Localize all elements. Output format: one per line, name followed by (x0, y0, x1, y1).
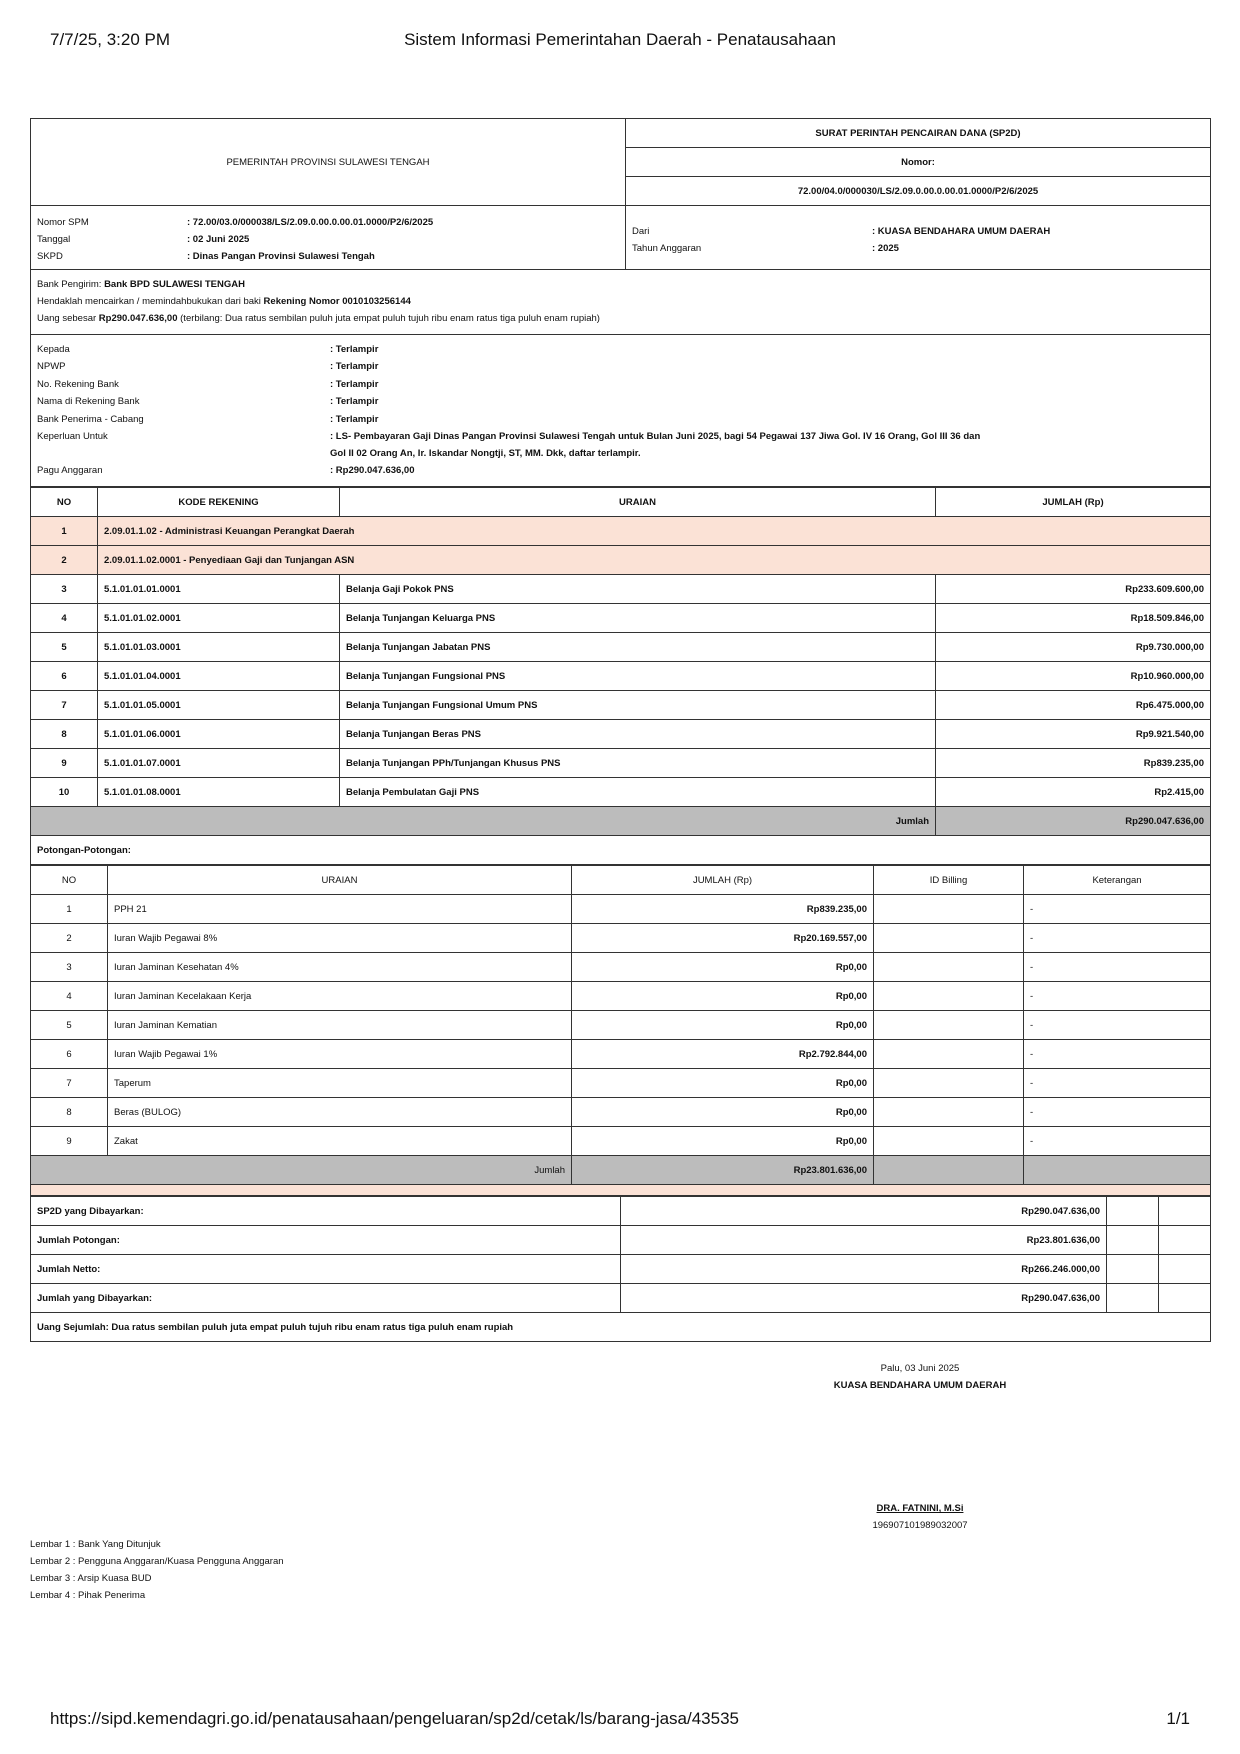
table-row (31, 1098, 1211, 1127)
total-row (31, 807, 1211, 836)
empty-cell (1107, 1226, 1159, 1255)
empty-cell (874, 1156, 1024, 1185)
print-datetime: 7/7/25, 3:20 PM (50, 30, 171, 49)
billing-id (874, 924, 1024, 953)
account-code: 5.1.01.01.06.0001 (98, 720, 340, 749)
account-description: Belanja Tunjangan Beras PNS (340, 720, 936, 749)
remarks: - (1024, 924, 1211, 953)
col-header: URAIAN (340, 488, 936, 517)
empty-cell (1159, 1226, 1211, 1255)
account-amount: Rp839.235,00 (936, 749, 1211, 778)
row-no: 3 (31, 953, 108, 982)
row-no: 5 (31, 633, 98, 662)
purpose-line-2: Gol II 02 Orang An, Ir. Iskandar Nongtji, ST, MM. Dkk, daftar terlampir. (330, 448, 641, 460)
table-row (31, 720, 1211, 749)
info-label: Tahun Anggaran (632, 243, 702, 254)
recipient-label: Kepada (37, 344, 70, 355)
group-label: 2.09.01.1.02 - Administrasi Keuangan Perangkat Daerah (98, 517, 1211, 546)
deduction-description: Iuran Wajib Pegawai 8% (108, 924, 572, 953)
sheet-item: Lembar 4 : Pihak Penerima (30, 1590, 146, 1601)
col-header: ID Billing (874, 866, 1024, 895)
summary-label: Jumlah Potongan: (31, 1226, 621, 1255)
recipient-label: Bank Penerima - Cabang (37, 413, 144, 425)
col-header: KODE REKENING (98, 488, 340, 517)
print-footer (50, 1709, 1190, 1735)
deduction-description: Iuran Wajib Pegawai 1% (108, 1040, 572, 1069)
table-row (31, 604, 1211, 633)
bank-section (30, 270, 1211, 335)
remarks: - (1024, 1127, 1211, 1156)
number-label: Nomor: (626, 148, 1211, 177)
account-description: Belanja Pembulatan Gaji PNS (340, 778, 936, 807)
sheet-item: Lembar 1 : Bank Yang Ditunjuk (30, 1539, 161, 1550)
recipient-label: Keperluan Untuk (37, 430, 108, 442)
summary-value: Rp290.047.636,00 (621, 1197, 1107, 1226)
billing-id (874, 1011, 1024, 1040)
table-row (31, 982, 1211, 1011)
deduction-amount: Rp839.235,00 (572, 895, 874, 924)
info-value: : 02 Juni 2025 (187, 234, 250, 245)
total-label: Jumlah (31, 1156, 572, 1185)
table-row (31, 633, 1211, 662)
row-no: 8 (31, 720, 98, 749)
billing-id (874, 1127, 1024, 1156)
deduction-description: Iuran Jaminan Kematian (108, 1011, 572, 1040)
row-no: 2 (31, 546, 98, 575)
recipient-label: No. Rekening Bank (37, 378, 119, 390)
document-title: SURAT PERINTAH PENCAIRAN DANA (SP2D) (626, 119, 1211, 148)
col-header: JUMLAH (Rp) (572, 866, 874, 895)
deduction-description: Beras (BULOG) (108, 1098, 572, 1127)
summary-row (31, 1226, 1211, 1255)
copy-distribution (30, 1536, 284, 1604)
recipient-value: : Terlampir (330, 344, 379, 355)
summary-value: Rp266.246.000,00 (621, 1255, 1107, 1284)
summary-label: SP2D yang Dibayarkan: (31, 1197, 621, 1226)
info-value: : KUASA BENDAHARA UMUM DAERAH (872, 226, 1051, 237)
remarks: - (1024, 1011, 1211, 1040)
deductions-table (30, 865, 1211, 1185)
recipient-label: Nama di Rekening Bank (37, 396, 140, 408)
account-description: Belanja Tunjangan Jabatan PNS (340, 633, 936, 662)
table-row (31, 953, 1211, 982)
account-rows (31, 575, 1211, 807)
account-description: Belanja Tunjangan PPh/Tunjangan Khusus PNS (340, 749, 936, 778)
recipient-value: : Terlampir (330, 396, 379, 408)
deduction-description: PPH 21 (108, 895, 572, 924)
table-header (31, 488, 1211, 517)
signer-role: KUASA BENDAHARA UMUM DAERAH (833, 1380, 1007, 1391)
recipient-value: : Rp290.047.636,00 (330, 464, 415, 476)
spm-info-right (626, 206, 1210, 269)
amount-words: (terbilang: Dua ratus sembilan puluh juta empat puluh tujuh ribu enam ratus tiga puluh enam rupiah) (177, 313, 600, 324)
summary-row (31, 1197, 1211, 1226)
purpose-line-1: : LS- Pembayaran Gaji Dinas Pangan Provinsi Sulawesi Tengah untuk Bulan Juni 2025, bagi 54 Pegawai 137 Jiwa Gol. IV 16 Orang, Gol III 36 dan (330, 430, 981, 442)
info-label: Dari (632, 226, 650, 237)
deduction-amount: Rp0,00 (572, 1069, 874, 1098)
col-header: Keterangan (1024, 866, 1211, 895)
account-amount: Rp18.509.846,00 (936, 604, 1211, 633)
col-header: NO (31, 488, 98, 517)
summary-value: Rp23.801.636,00 (621, 1226, 1107, 1255)
print-page-title: Sistem Informasi Pemerintahan Daerah - Penatausahaan (404, 30, 836, 49)
spm-info (30, 206, 1211, 270)
remarks: - (1024, 1040, 1211, 1069)
account-amount: Rp9.921.540,00 (936, 720, 1211, 749)
row-no: 6 (31, 1040, 108, 1069)
summary-row (31, 1255, 1211, 1284)
deductions-title: Potongan-Potongan: (30, 836, 1211, 865)
table-header (31, 866, 1211, 895)
account-amount: Rp9.730.000,00 (936, 633, 1211, 662)
table-row (31, 895, 1211, 924)
deduction-amount: Rp0,00 (572, 1098, 874, 1127)
row-no: 4 (31, 604, 98, 633)
amount-in-words: Uang Sejumlah: Dua ratus sembilan puluh juta empat puluh tujuh ribu enam ratus tiga puluh enam rupiah (30, 1313, 1211, 1342)
recipient-label: Pagu Anggaran (37, 464, 103, 476)
bank-sender: Bank BPD SULAWESI TENGAH (104, 279, 245, 290)
account-code: 5.1.01.01.04.0001 (98, 662, 340, 691)
deduction-description: Iuran Jaminan Kesehatan 4% (108, 953, 572, 982)
row-no: 9 (31, 749, 98, 778)
table-row (31, 1069, 1211, 1098)
separator-band (30, 1185, 1211, 1196)
deduction-amount: Rp0,00 (572, 1011, 874, 1040)
summary-rows (31, 1197, 1211, 1313)
instruction-text: Hendaklah mencairkan / memindahbukukan dari baki (37, 296, 264, 307)
billing-id (874, 953, 1024, 982)
row-no: 1 (31, 517, 98, 546)
summary-label: Jumlah Netto: (31, 1255, 621, 1284)
remarks: - (1024, 1098, 1211, 1127)
account-description: Belanja Gaji Pokok PNS (340, 575, 936, 604)
sp2d-number: 72.00/04.0/000030/LS/2.09.0.00.0.00.01.0000/P2/6/2025 (626, 177, 1211, 206)
row-no: 3 (31, 575, 98, 604)
total-label: Jumlah (31, 807, 936, 836)
account-amount: Rp233.609.600,00 (936, 575, 1211, 604)
row-no: 2 (31, 924, 108, 953)
col-header: JUMLAH (Rp) (936, 488, 1211, 517)
info-value: : 72.00/03.0/000038/LS/2.09.0.00.0.00.01.0000/P2/6/2025 (187, 217, 434, 228)
account-description: Belanja Tunjangan Fungsional Umum PNS (340, 691, 936, 720)
remarks: - (1024, 953, 1211, 982)
total-row (31, 1156, 1211, 1185)
spm-info-left (31, 206, 626, 269)
table-row (31, 691, 1211, 720)
row-no: 4 (31, 982, 108, 1011)
account-description: Belanja Tunjangan Keluarga PNS (340, 604, 936, 633)
row-no: 7 (31, 1069, 108, 1098)
group-row (31, 517, 1211, 546)
total-value: Rp23.801.636,00 (572, 1156, 874, 1185)
account-number: Rekening Nomor 0010103256144 (263, 296, 411, 307)
table-row (31, 749, 1211, 778)
empty-cell (1107, 1284, 1159, 1313)
amount-label: Uang sebesar (37, 313, 99, 324)
col-header: URAIAN (108, 866, 572, 895)
group-label: 2.09.01.1.02.0001 - Penyediaan Gaji dan Tunjangan ASN (98, 546, 1211, 575)
account-code: 5.1.01.01.07.0001 (98, 749, 340, 778)
empty-cell (1159, 1255, 1211, 1284)
account-code: 5.1.01.01.03.0001 (98, 633, 340, 662)
account-amount: Rp2.415,00 (936, 778, 1211, 807)
billing-id (874, 895, 1024, 924)
account-code: 5.1.01.01.05.0001 (98, 691, 340, 720)
account-code: 5.1.01.01.08.0001 (98, 778, 340, 807)
table-row (31, 575, 1211, 604)
sheet-item: Lembar 2 : Pengguna Anggaran/Kuasa Pengguna Anggaran (30, 1556, 284, 1567)
document-header (30, 118, 1211, 206)
row-no: 5 (31, 1011, 108, 1040)
account-description: Belanja Tunjangan Fungsional PNS (340, 662, 936, 691)
deduction-description: Zakat (108, 1127, 572, 1156)
empty-cell (1107, 1197, 1159, 1226)
billing-id (874, 1098, 1024, 1127)
deduction-amount: Rp0,00 (572, 1127, 874, 1156)
place-date: Palu, 03 Juni 2025 (880, 1363, 960, 1374)
account-table (30, 487, 1211, 836)
table-row (31, 924, 1211, 953)
government-name: PEMERINTAH PROVINSI SULAWESI TENGAH (31, 119, 626, 206)
summary-label: Jumlah yang Dibayarkan: (31, 1284, 621, 1313)
remarks: - (1024, 895, 1211, 924)
account-code: 5.1.01.01.01.0001 (98, 575, 340, 604)
deduction-description: Iuran Jaminan Kecelakaan Kerja (108, 982, 572, 1011)
info-label: SKPD (37, 251, 63, 262)
sheet-item: Lembar 3 : Arsip Kuasa BUD (30, 1573, 152, 1584)
table-row (31, 1040, 1211, 1069)
billing-id (874, 1069, 1024, 1098)
summary-row (31, 1284, 1211, 1313)
group-row (31, 546, 1211, 575)
recipient-value: : Terlampir (330, 413, 379, 425)
billing-id (874, 982, 1024, 1011)
table-row (31, 1127, 1211, 1156)
billing-id (874, 1040, 1024, 1069)
row-no: 8 (31, 1098, 108, 1127)
account-amount: Rp10.960.000,00 (936, 662, 1211, 691)
deduction-amount: Rp20.169.557,00 (572, 924, 874, 953)
row-no: 7 (31, 691, 98, 720)
account-code: 5.1.01.01.02.0001 (98, 604, 340, 633)
empty-cell (1159, 1284, 1211, 1313)
page-url: https://sipd.kemendagri.go.id/penatausahaan/pengeluaran/sp2d/cetak/ls/barang-jasa/43535 (50, 1709, 739, 1728)
recipient-value: : Terlampir (330, 361, 379, 373)
empty-cell (1024, 1156, 1211, 1185)
table-row (31, 662, 1211, 691)
deduction-description: Taperum (108, 1069, 572, 1098)
bank-sender-label: Bank Pengirim: (37, 279, 105, 290)
row-no: 6 (31, 662, 98, 691)
account-amount: Rp6.475.000,00 (936, 691, 1211, 720)
signer-name: DRA. FATNINI, M.Si (876, 1503, 964, 1514)
empty-cell (1159, 1197, 1211, 1226)
remarks: - (1024, 1069, 1211, 1098)
remarks: - (1024, 982, 1211, 1011)
summary-value: Rp290.047.636,00 (621, 1284, 1107, 1313)
deduction-rows (31, 895, 1211, 1156)
info-label: Nomor SPM (37, 217, 89, 228)
signature-block (780, 1363, 1060, 1537)
amount-value: Rp290.047.636,00 (98, 313, 178, 324)
row-no: 1 (31, 895, 108, 924)
table-row (31, 1011, 1211, 1040)
summary-table (30, 1196, 1211, 1313)
total-value: Rp290.047.636,00 (936, 807, 1211, 836)
row-no: 9 (31, 1127, 108, 1156)
sp2d-document (30, 118, 1211, 1342)
table-row (31, 778, 1211, 807)
info-value: : 2025 (872, 243, 899, 254)
empty-cell (1107, 1255, 1159, 1284)
deduction-amount: Rp0,00 (572, 953, 874, 982)
row-no: 10 (31, 778, 98, 807)
page-count: 1/1 (1166, 1709, 1190, 1728)
info-label: Tanggal (37, 234, 71, 245)
col-header: NO (31, 866, 108, 895)
recipient-value: : Terlampir (330, 378, 379, 390)
print-header (50, 30, 1190, 56)
recipient-label: NPWP (37, 361, 66, 373)
deduction-amount: Rp0,00 (572, 982, 874, 1011)
info-value: : Dinas Pangan Provinsi Sulawesi Tengah (187, 251, 375, 262)
signer-nip: 196907101989032007 (872, 1520, 968, 1531)
deduction-amount: Rp2.792.844,00 (572, 1040, 874, 1069)
recipient-section (30, 335, 1211, 487)
